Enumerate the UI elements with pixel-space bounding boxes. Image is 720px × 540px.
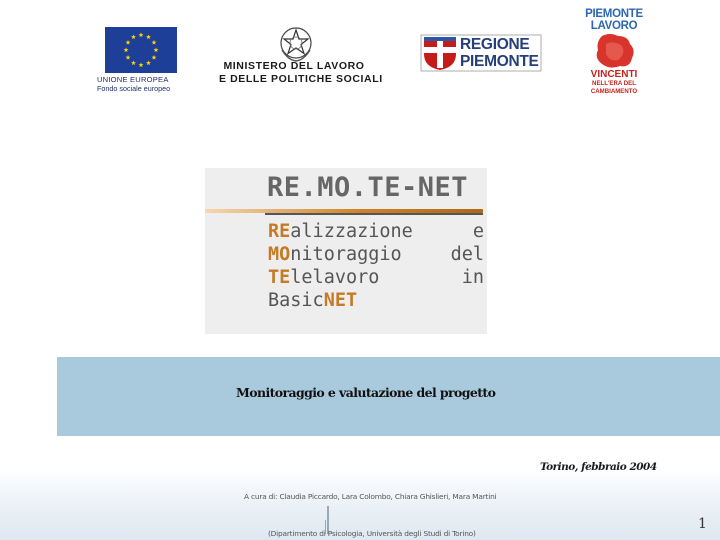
pl-line3: VINCENTI [590,69,638,80]
pl-line5: CAMBIAMENTO [590,87,638,95]
eu-star-icon [146,60,151,65]
pl-line4: NELL'ERA DEL [592,80,636,87]
acronym-tail: del [450,244,484,265]
date-line: Torino, febbraio 2004 [540,461,657,473]
pl-line2: LAVORO [590,20,638,32]
acronym-highlight: TE [268,267,291,288]
project-logo-title: RE.MO.TE-NET [267,172,469,203]
regione-text [460,36,539,70]
affiliation-line: (Dipartimento di Psicologia, Università degli Studi di Torino) [268,529,476,538]
eu-caption-line2: Fondo sociale europeo [97,84,171,93]
ministero-line2: E DELLE POLITICHE SOCIALI [219,73,383,85]
acronym-rest: alizzazione [290,221,413,242]
eu-caption-line1: UNIONE EUROPEA [97,75,169,84]
eu-star-icon [126,55,131,60]
slide-title: Monitoraggio e valutazione del progetto [236,385,496,400]
page-number: 1 [698,516,707,532]
acronym-row [268,289,484,312]
eu-star-icon [139,32,144,37]
acronym-row [268,220,484,243]
pl-line1: PIEMONTE [585,8,643,20]
eu-star-icon [126,40,131,45]
eu-star-icon [131,34,136,39]
eu-star-icon [139,62,144,67]
piemonte-lavoro-title [584,8,644,32]
acronym-row [268,243,484,266]
authors-line: A cura di: Claudia Piccardo, Lara Colombo, Chiara Ghislieri, Mara Martini [244,492,497,501]
acronym-highlight: NET [323,290,358,311]
eu-star-icon [131,60,136,65]
eu-flag-icon [105,27,177,73]
acronym-tail: in [461,267,484,288]
eu-star-icon [152,40,157,45]
eu-stars-icon [105,27,177,73]
ministero-line1: MINISTERO DEL LAVORO [223,60,365,72]
eu-star-icon [146,34,151,39]
acronym-rest: lelavoro [290,267,380,288]
project-logo-acronym [268,220,484,312]
acronym-tail: e [472,221,484,242]
acronym-row [268,266,484,289]
regione-line1: REGIONE [460,36,530,53]
regione-line2: PIEMONTE [460,53,539,70]
acronym-rest: Basic [268,290,324,311]
eu-caption [97,75,193,93]
eu-star-icon [152,55,157,60]
eu-star-icon [154,47,159,52]
piemonte-lavoro-motto [584,69,644,95]
acronym-highlight: RE [268,221,291,242]
italian-emblem-icon [278,24,314,64]
ministero-logo-text [219,60,383,86]
acronym-rest: nitoraggio [290,244,402,265]
eu-star-icon [124,47,129,52]
acronym-highlight: MO [268,244,291,265]
project-logo-rule-shadow [265,213,483,215]
